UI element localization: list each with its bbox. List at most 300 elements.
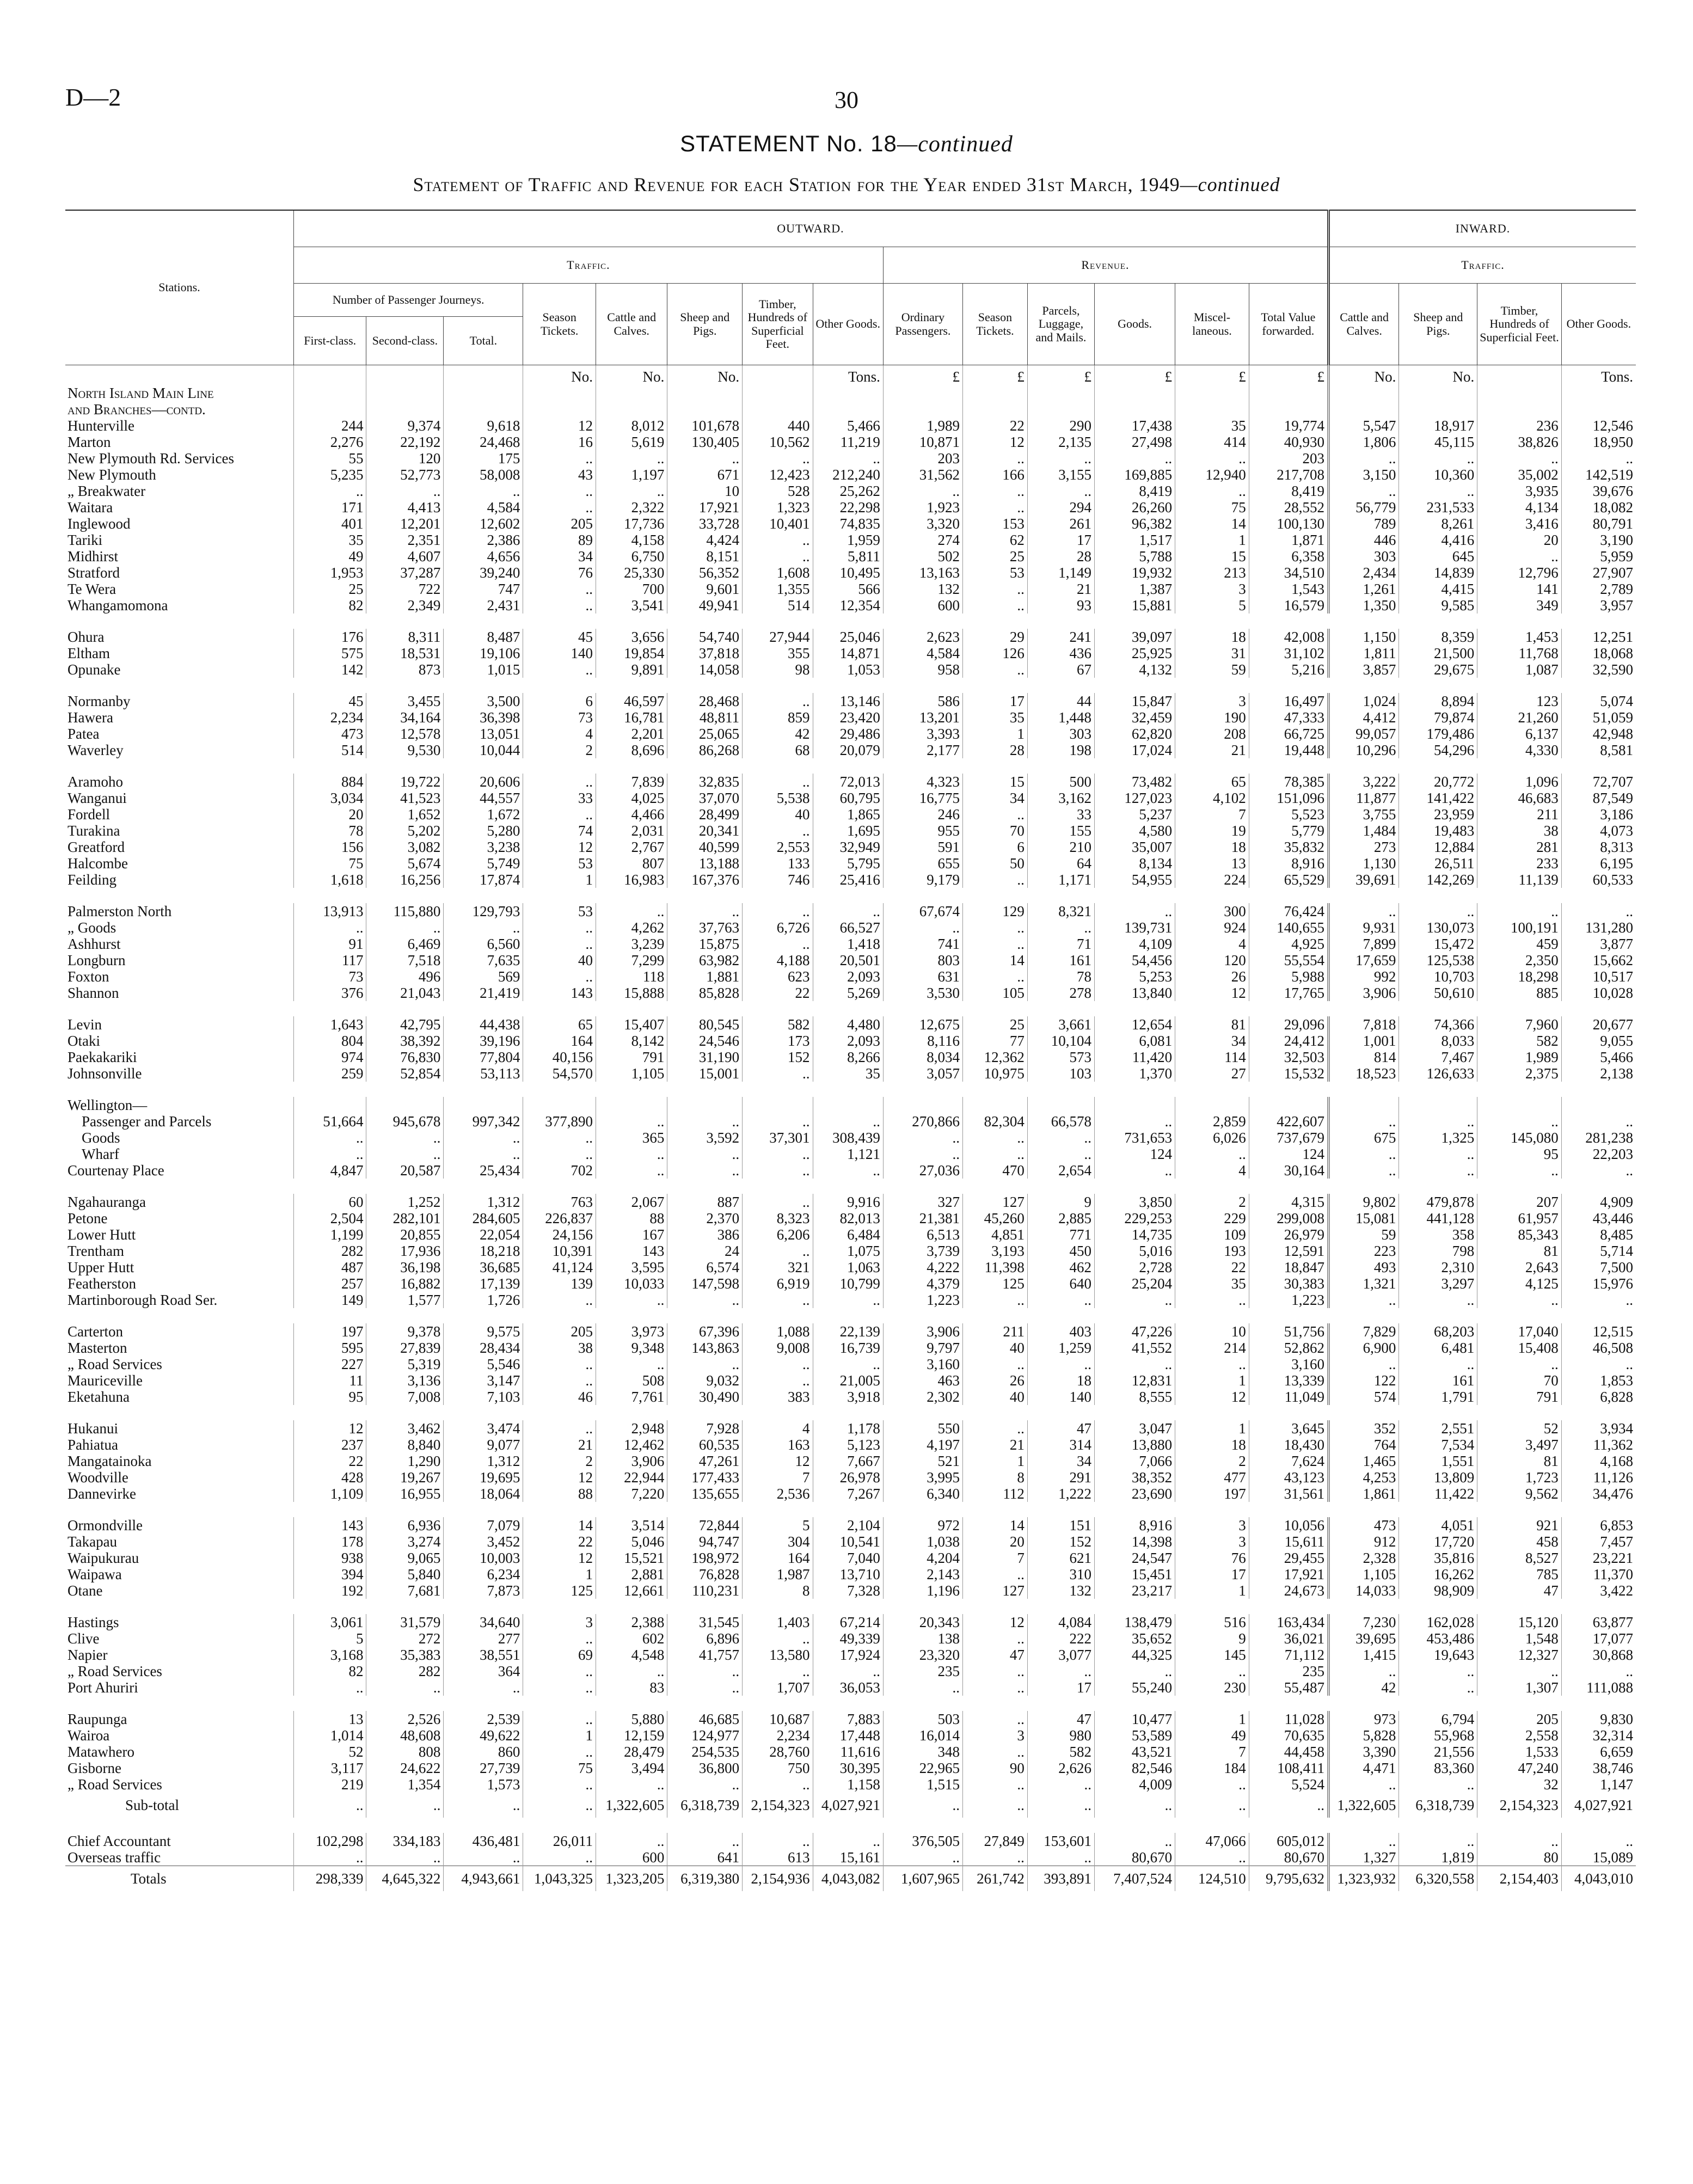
station-name: New Plymouth [68,467,156,483]
value-cell: 303 [1328,548,1398,565]
value-cell: 5,795 [813,855,883,872]
value-cell [962,401,1027,418]
value-cell: .. [596,1356,667,1372]
value-cell: 6,358 [1249,548,1328,565]
station-name: Matawhero [68,1744,134,1760]
value-cell: 3,850 [1095,1194,1175,1210]
value-cell: .. [1399,1776,1477,1793]
table-row [65,1647,1636,1663]
value-cell: .. [883,1130,962,1146]
value-cell: 47,261 [667,1453,743,1469]
statement-title [0,131,1693,157]
value-cell: .. [1477,1162,1561,1179]
value-cell: 327 [883,1194,962,1210]
table-row [65,1679,1636,1696]
value-cell: 12,423 [743,467,813,483]
value-cell: 141 [1477,581,1561,597]
value-cell: .. [883,1793,962,1818]
value-cell: 321 [743,1259,813,1275]
value-cell: 6,026 [1175,1130,1249,1146]
value-cell: 12,159 [596,1727,667,1744]
value-cell: 8,012 [596,418,667,434]
value-cell: 39,676 [1561,483,1636,499]
value-cell: 35,832 [1249,839,1328,855]
value-cell: 3,645 [1249,1420,1328,1437]
value-cell: .. [523,919,596,936]
value-cell: 164 [743,1550,813,1566]
value-cell: 73,482 [1095,774,1175,790]
value-cell: 5,074 [1561,693,1636,709]
value-cell: 3 [1175,581,1249,597]
value-cell: 15 [1175,548,1249,565]
value-cell: 16,014 [883,1727,962,1744]
value-cell: 750 [743,1760,813,1776]
value-cell: 214 [1175,1340,1249,1356]
value-cell: 2,643 [1477,1259,1561,1275]
value-cell: 582 [1027,1744,1094,1760]
value-cell: 39,097 [1095,629,1175,645]
value-cell: 403 [1027,1323,1094,1340]
value-cell: 1,087 [1477,661,1561,678]
value-cell: 1,548 [1477,1630,1561,1647]
value-cell: 10,975 [962,1065,1027,1082]
value-cell: 68,203 [1399,1323,1477,1340]
station-name: Hunterville [68,418,134,434]
station-name: Clive [68,1630,100,1647]
value-cell: 16,739 [813,1340,883,1356]
value-cell: 55 [293,450,366,467]
value-cell: 9,797 [883,1340,962,1356]
value-cell: 13,710 [813,1566,883,1582]
value-cell: .. [962,1566,1027,1582]
value-cell: 1,261 [1328,581,1398,597]
station-name: Totals [65,1866,293,1892]
value-cell: 623 [743,968,813,985]
value-cell: 34 [1175,1033,1249,1049]
value-cell: .. [667,1356,743,1372]
value-cell: 1,989 [1477,1049,1561,1065]
value-cell: 75 [1175,499,1249,516]
value-cell: 108,411 [1249,1760,1328,1776]
value-cell: 814 [1328,1049,1398,1065]
value-cell: 32,459 [1095,709,1175,726]
value-cell: 640 [1027,1275,1094,1292]
table-row [65,1486,1636,1502]
value-cell: .. [667,903,743,919]
value-cell: 4,580 [1095,823,1175,839]
value-cell: 19 [1175,823,1249,839]
value-cell: 28 [1027,548,1094,565]
station-name: Te Wera [68,581,116,597]
value-cell: .. [1095,1663,1175,1679]
value-cell: 44,557 [444,790,523,806]
value-cell: .. [1175,483,1249,499]
value-cell: 20,677 [1561,1016,1636,1033]
value-cell: 1,806 [1328,434,1398,450]
value-cell: 3,595 [596,1259,667,1275]
value-cell: 208 [1175,726,1249,742]
value-cell: 50,610 [1399,985,1477,1001]
value-cell: 4,188 [743,952,813,968]
value-cell: 290 [1027,418,1094,434]
value-cell: 45,260 [962,1210,1027,1226]
value-cell: .. [962,968,1027,985]
unit-cell: £ [1095,365,1175,385]
value-cell: 17,921 [667,499,743,516]
value-cell: 12,327 [1477,1647,1561,1663]
value-cell: 29,096 [1249,1016,1328,1033]
value-cell: 19,267 [366,1469,444,1486]
value-cell: 9,830 [1561,1711,1636,1727]
value-cell: 3,320 [883,516,962,532]
value-cell: 10,360 [1399,467,1477,483]
value-cell: 26,978 [813,1469,883,1486]
value-cell: 20,079 [813,742,883,758]
value-cell: 10,799 [813,1275,883,1292]
value-cell: 11,877 [1328,790,1398,806]
value-cell: 383 [743,1389,813,1405]
value-cell: 3,995 [883,1469,962,1486]
value-cell: .. [667,1833,743,1849]
value-cell: 10,033 [596,1275,667,1292]
value-cell: 355 [743,645,813,661]
value-cell: 785 [1477,1566,1561,1582]
value-cell: 4,471 [1328,1760,1398,1776]
value-cell: 3,906 [596,1453,667,1469]
value-cell: 60,795 [813,790,883,806]
value-cell: 9,378 [366,1323,444,1340]
value-cell: 140 [523,645,596,661]
value-cell: 2,328 [1328,1550,1398,1566]
value-cell: 12,362 [962,1049,1027,1065]
value-cell: 741 [883,936,962,952]
value-cell: 9,916 [813,1194,883,1210]
value-cell: 521 [883,1453,962,1469]
value-cell: 11,139 [1477,872,1561,888]
value-cell: 377,890 [523,1113,596,1130]
value-cell: 6,319,380 [667,1866,743,1892]
value-cell: 349 [1477,597,1561,614]
station-name: Eltham [68,645,110,661]
value-cell [293,1097,366,1113]
value-cell: 123 [1477,693,1561,709]
value-cell: 291 [1027,1469,1094,1486]
value-cell: 746 [743,872,813,888]
station-name: Greatford [68,839,125,855]
value-cell: 2,093 [813,1033,883,1049]
station-name: Dannevirke [68,1486,136,1502]
value-cell: 9,618 [444,418,523,434]
value-cell: 2 [1175,1194,1249,1210]
value-cell: 51,756 [1249,1323,1328,1340]
value-cell: 3 [962,1727,1027,1744]
value-cell: 884 [293,774,366,790]
value-cell: 1,465 [1328,1453,1398,1469]
value-cell: 582 [1477,1033,1561,1049]
value-cell: 124,977 [667,1727,743,1744]
value-cell: 1 [1175,1372,1249,1389]
value-cell: 6,750 [596,548,667,565]
value-cell: 10,477 [1095,1711,1175,1727]
value-cell: 13 [1175,855,1249,872]
value-cell: 71 [1027,936,1094,952]
value-cell: 53 [523,903,596,919]
value-cell: 14 [962,1517,1027,1533]
table-row [65,1420,1636,1437]
value-cell: 30,383 [1249,1275,1328,1292]
value-cell: 4,043,082 [813,1866,883,1892]
value-cell: .. [813,1292,883,1308]
value-cell: 859 [743,709,813,726]
value-cell: 613 [743,1849,813,1866]
value-cell: 1,323,932 [1328,1866,1398,1892]
value-cell: 65,529 [1249,872,1328,888]
value-cell: 7,761 [596,1389,667,1405]
value-cell: 3,656 [596,629,667,645]
value-cell [1399,1097,1477,1113]
value-cell: 4,109 [1095,936,1175,952]
value-cell: 2,728 [1095,1259,1175,1275]
value-cell: 203 [883,450,962,467]
table-body [65,365,1636,1892]
value-cell: 82,013 [813,1210,883,1226]
value-cell: 24,468 [444,434,523,450]
value-cell: 700 [596,581,667,597]
table-row [65,1744,1636,1760]
value-cell: 71,112 [1249,1647,1328,1663]
value-cell: 502 [883,548,962,565]
value-cell: 2,536 [743,1486,813,1502]
value-cell: 2,539 [444,1711,523,1727]
value-cell: 1,322,605 [596,1793,667,1818]
table-row [65,952,1636,968]
table-row [65,1210,1636,1226]
value-cell: 13,051 [444,726,523,742]
value-cell: 19,774 [1249,418,1328,434]
value-cell: 167,376 [667,872,743,888]
value-cell: 3,514 [596,1517,667,1533]
value-cell: 22,192 [366,434,444,450]
table-row [65,1437,1636,1453]
value-cell: .. [813,1162,883,1179]
value-cell: 7 [962,1550,1027,1566]
value-cell: 764 [1328,1437,1398,1453]
value-cell: 1,121 [813,1146,883,1162]
value-cell: 1,923 [883,499,962,516]
value-cell: 15,161 [813,1849,883,1866]
value-cell: .. [1477,1833,1561,1849]
value-cell: 10,044 [444,742,523,758]
value-cell: 15,521 [596,1550,667,1566]
value-cell: .. [1328,1356,1398,1372]
value-cell: 15,881 [1095,597,1175,614]
value-cell: 8,894 [1399,693,1477,709]
value-cell: 68 [743,742,813,758]
value-cell: 25 [962,548,1027,565]
value-cell: 1,453 [1477,629,1561,645]
value-cell: 82,546 [1095,1760,1175,1776]
statement-subtitle [0,173,1693,196]
value-cell [813,401,883,418]
value-cell: 3,592 [667,1130,743,1146]
value-cell: 4,027,921 [1561,1793,1636,1818]
value-cell: 151 [1027,1517,1094,1533]
value-cell: 53,589 [1095,1727,1175,1744]
table-row [65,1113,1636,1130]
value-cell: 33 [1027,806,1094,823]
value-cell: 4,102 [1175,790,1249,806]
value-cell: 1,096 [1477,774,1561,790]
value-cell [1477,385,1561,401]
value-cell: 18,064 [444,1486,523,1502]
value-cell: 7,534 [1399,1437,1477,1453]
value-cell: 69 [523,1647,596,1663]
value-cell: 10 [667,483,743,499]
value-cell: 184 [1175,1760,1249,1776]
value-cell: 40 [962,1340,1027,1356]
table-row [65,1453,1636,1469]
value-cell: 9,585 [1399,597,1477,614]
value-cell [883,401,962,418]
value-cell [1027,401,1094,418]
value-cell: .. [1175,1776,1249,1793]
value-cell: 2 [523,742,596,758]
value-cell: 2,350 [1477,952,1561,968]
station-name: Midhirst [68,548,119,565]
value-cell: 55,554 [1249,952,1328,968]
value-cell: 2,948 [596,1420,667,1437]
value-cell: 66,725 [1249,726,1328,742]
value-cell: 7,407,524 [1095,1866,1175,1892]
value-cell: 12 [1175,985,1249,1001]
value-cell: 21,500 [1399,645,1477,661]
station-name: Inglewood [68,516,131,532]
value-cell: 274 [883,532,962,548]
inward-cattle-header: Cattle and Calves. [1328,284,1398,365]
value-cell: 109 [1175,1226,1249,1243]
value-cell: 1,354 [366,1776,444,1793]
value-cell: .. [1561,1833,1636,1849]
value-cell: 30,395 [813,1760,883,1776]
value-cell: .. [293,1679,366,1696]
value-cell: 55,487 [1249,1679,1328,1696]
value-cell: .. [1095,903,1175,919]
value-cell: 804 [293,1033,366,1049]
value-cell: 6 [962,839,1027,855]
station-name: Palmerston North [68,903,172,919]
table-row [65,903,1636,919]
value-cell [1399,385,1477,401]
value-cell: 441,128 [1399,1210,1477,1226]
value-cell: .. [293,1793,366,1818]
station-name: Raupunga [68,1711,127,1727]
value-cell: 2,370 [667,1210,743,1226]
value-cell: 477 [1175,1469,1249,1486]
value-cell: 19,722 [366,774,444,790]
table-row [65,839,1636,855]
value-cell: .. [813,903,883,919]
value-cell: 463 [883,1372,962,1389]
value-cell: 1,323,205 [596,1866,667,1892]
value-cell: 2,104 [813,1517,883,1533]
table-row [65,1033,1636,1049]
value-cell: 17,024 [1095,742,1175,758]
value-cell: 171 [293,499,366,516]
value-cell: 124,510 [1175,1866,1249,1892]
value-cell: 21,381 [883,1210,962,1226]
value-cell: 127 [962,1582,1027,1599]
value-cell: 36,198 [366,1259,444,1275]
value-cell: 3,077 [1027,1647,1094,1663]
value-cell: .. [596,483,667,499]
value-cell: 2,881 [596,1566,667,1582]
value-cell: .. [523,483,596,499]
value-cell: 27,739 [444,1760,523,1776]
value-cell: 980 [1027,1727,1094,1744]
value-cell: 32,503 [1249,1049,1328,1065]
value-cell: 21,260 [1477,709,1561,726]
value-cell: 4,134 [1477,499,1561,516]
value-cell: 59 [1175,661,1249,678]
value-cell: 1,322,605 [1328,1793,1398,1818]
station-name: Goods [82,1130,120,1146]
value-cell: 1,043,325 [523,1866,596,1892]
station-name: Shannon [68,985,119,1001]
value-cell: 115,880 [366,903,444,919]
value-cell: 20,343 [883,1614,962,1630]
value-cell: 12,796 [1477,565,1561,581]
value-cell: 7,328 [813,1582,883,1599]
value-cell: .. [1249,1793,1328,1818]
value-cell: 386 [667,1226,743,1243]
value-cell: 401 [293,516,366,532]
value-cell: 763 [523,1194,596,1210]
value-cell: 7,066 [1095,1453,1175,1469]
value-cell: 808 [366,1744,444,1760]
table-row [65,1065,1636,1082]
value-cell: 162,028 [1399,1614,1477,1630]
value-cell: .. [962,1146,1027,1162]
value-cell: 8,696 [596,742,667,758]
value-cell: 5,237 [1095,806,1175,823]
value-cell: 282,101 [366,1210,444,1226]
value-cell: 138,479 [1095,1614,1175,1630]
station-name: North Island Main Line [68,385,214,401]
value-cell: 18,950 [1561,434,1636,450]
value-cell: 93 [1027,597,1094,614]
value-cell: 17 [1027,532,1094,548]
value-cell: 81 [1477,1453,1561,1469]
value-cell: 49,622 [444,1727,523,1744]
units-station-cell [65,365,293,385]
value-cell: .. [743,450,813,467]
table-row [65,645,1636,661]
value-cell: 48,811 [667,709,743,726]
value-cell: 365 [596,1130,667,1146]
value-cell: 4,379 [883,1275,962,1292]
value-cell: 34,476 [1561,1486,1636,1502]
value-cell: .. [743,532,813,548]
value-cell: 27,944 [743,629,813,645]
value-cell: 1,178 [813,1420,883,1437]
value-cell: 151,096 [1249,790,1328,806]
table-row [65,919,1636,936]
station-name: Featherston [68,1275,136,1292]
value-cell: 122 [1328,1372,1398,1389]
value-cell: 5,674 [366,855,444,872]
spacer-row [65,1179,1636,1194]
value-cell: 83,360 [1399,1760,1477,1776]
